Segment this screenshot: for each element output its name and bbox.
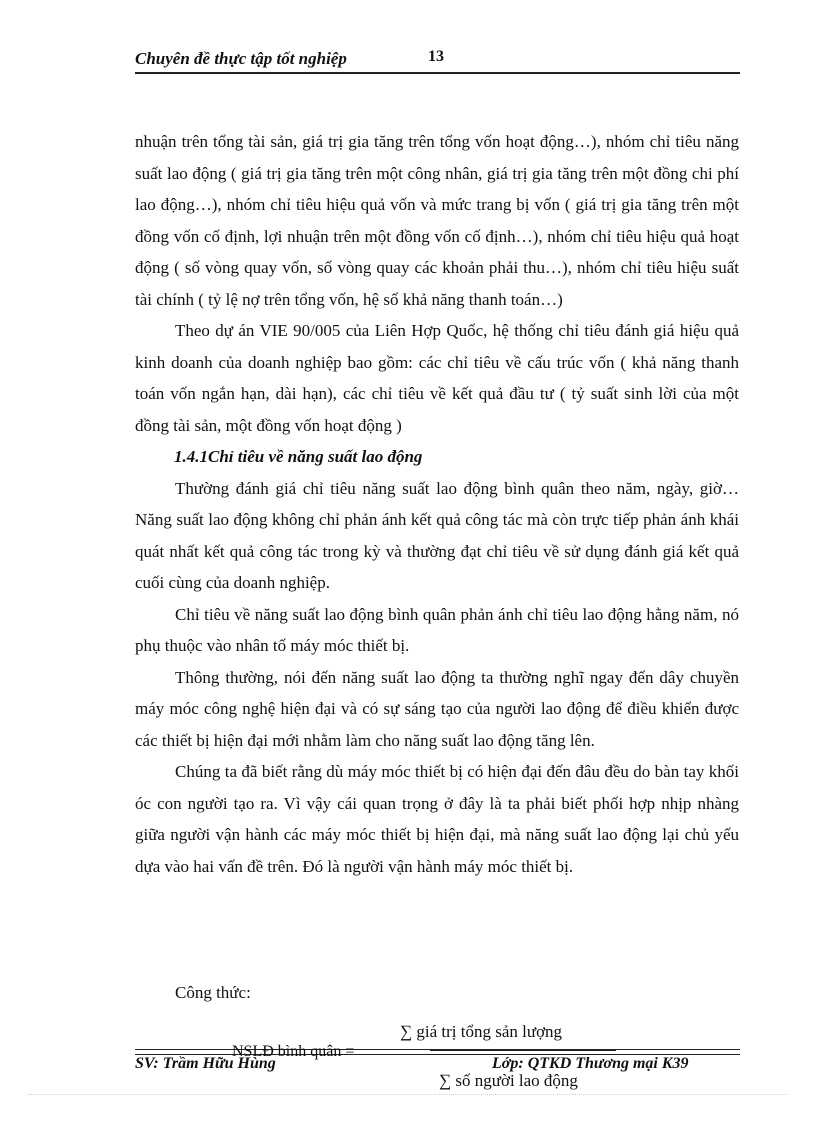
paragraph-5: Thông thường, nói đến năng suất lao động ta thường nghĩ ngay đến dây chuyền máy móc công nghệ hiện đại và có sự sáng tạo của người lao động để điều khiển được các thiết bị hiện đại mới nhằm làm cho năng suất lao động tăng lên. bbox=[135, 667, 739, 750]
paragraph-6: Chúng ta đã biết rằng dù máy móc thiết bị có hiện đại đến đâu đều do bàn tay khối óc con người tạo ra. Vì vậy cái quan trọng ở đây là ta phải biết phối hợp nhịp nhàng giữa người vận hành các máy móc thiết bị hiện đại, mà năng suất lao động lại chủ yếu dựa vào hai vấn đề trên. Đó là người vận hành máy móc thiết bị. bbox=[135, 762, 739, 876]
formula-label: Công thức: bbox=[175, 983, 251, 1002]
page-bottom-divider bbox=[28, 1094, 788, 1095]
formula-denominator: ∑ số người lao động bbox=[439, 1071, 578, 1090]
paragraph-4: Chỉ tiêu về năng suất lao động bình quân phản ánh chỉ tiêu lao động hằng năm, nó phụ thuộc vào nhân tố máy móc thiết bị. bbox=[135, 604, 739, 655]
formula-numerator: ∑ giá trị tổng sản lượng bbox=[400, 1022, 563, 1041]
page-number: 13 bbox=[428, 48, 444, 65]
paragraph-2: Theo dự án VIE 90/005 của Liên Hợp Quốc, hệ thống chỉ tiêu đánh giá hiệu quả kinh doanh của doanh nghiệp bao gồm: các chỉ tiêu về cấu trúc vốn ( khả năng thanh toán vốn ngắn hạn, dài hạn), các chỉ tiêu về kết quả đầu tư ( tỷ suất sinh lời của một đồng tài sản, một đồng vốn hoạt động ) bbox=[135, 321, 739, 435]
footer-student: SV: Trầm Hữu Hùng bbox=[135, 1055, 276, 1072]
formula-lhs: NSLĐ bình quân = bbox=[232, 1043, 355, 1060]
page-header bbox=[135, 46, 740, 74]
paragraph-1: nhuận trên tổng tài sản, giá trị gia tăng trên tổng vốn hoạt động…), nhóm chỉ tiêu năng suất lao động ( giá trị gia tăng trên một công nhân, giá trị gia tăng trên một đồng chi phí lao động…), nhóm chỉ tiêu hiệu quả vốn và mức trang bị vốn ( giá trị gia tăng trên một đồng vốn cố định, lợi nhuận trên một đồng vốn cố định…), nhóm chỉ tiêu hiệu quả hoạt động ( số vòng quay vốn, số vòng quay các khoản phải thu…), nhóm chỉ tiêu hiệu suất tài chính ( tỷ lệ nợ trên tổng vốn, hệ số khả năng thanh toán…) bbox=[135, 132, 739, 309]
paragraph-3: Thường đánh giá chỉ tiêu năng suất lao động bình quân theo năm, ngày, giờ… Năng suất lao động không chỉ phản ánh kết quả công tác mà còn trực tiếp phản ánh khái quát nhất kết quả công tác trong kỳ và thường đạt chỉ tiêu về sử dụng đánh giá kết quả cuối cùng của doanh nghiệp. bbox=[135, 478, 739, 592]
section-heading: 1.4.1Chỉ tiêu về năng suất lao động bbox=[174, 447, 423, 466]
document-body bbox=[135, 126, 739, 882]
header-title: Chuyên đề thực tập tốt nghiệp bbox=[135, 49, 347, 68]
footer-class: Lớp: QTKD Thương mại K39 bbox=[492, 1055, 689, 1072]
